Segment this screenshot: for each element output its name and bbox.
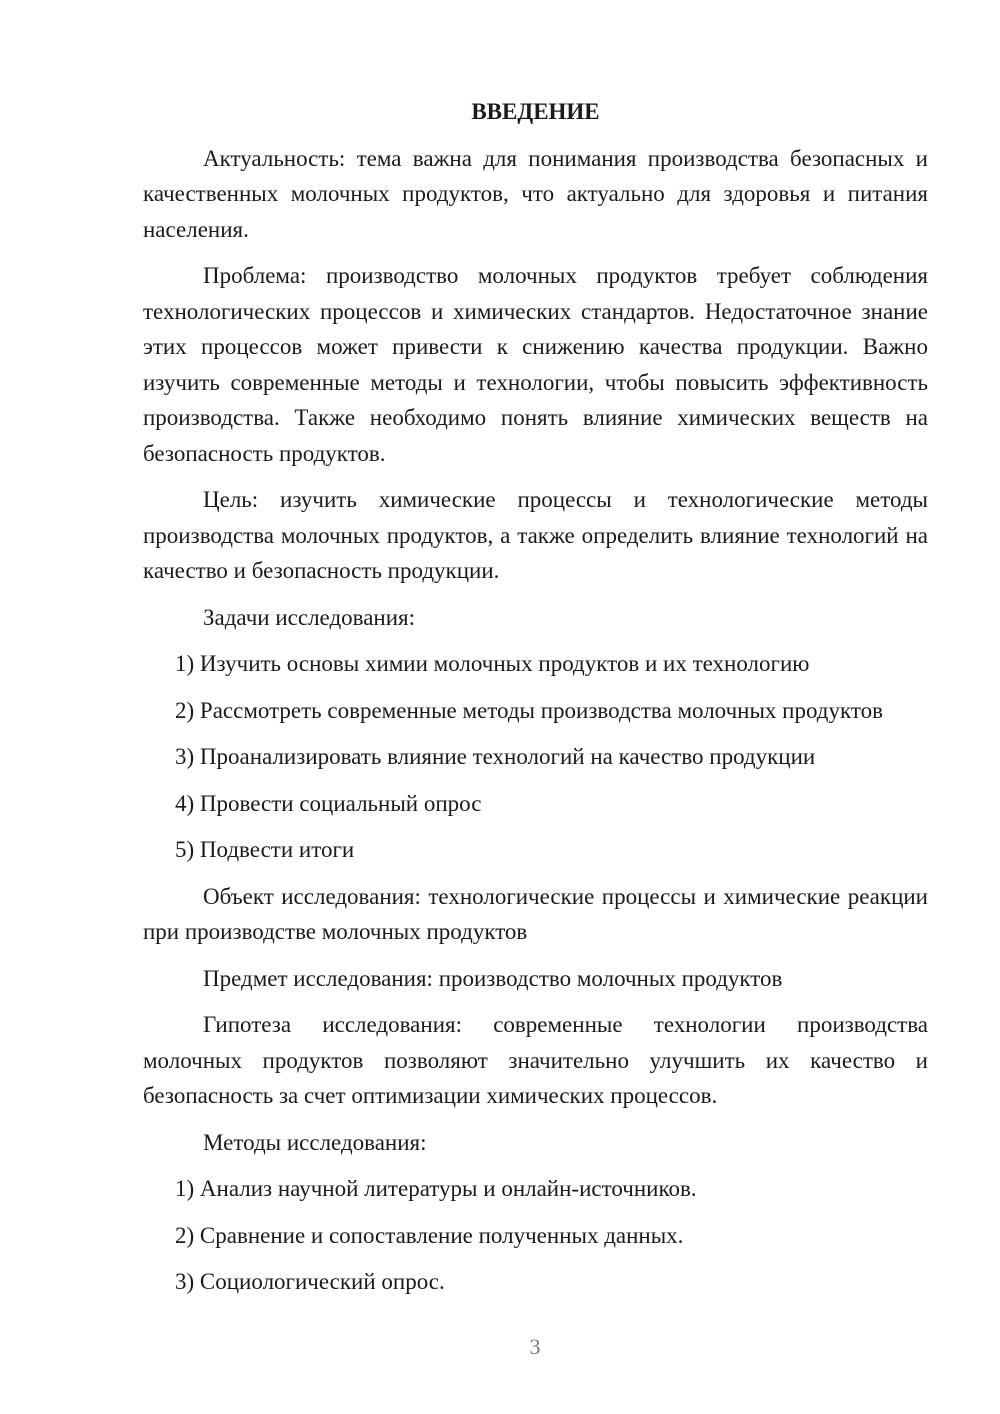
task-item: 5) Подвести итоги <box>175 837 355 862</box>
method-item: 2) Сравнение и сопоставление полученных данных. <box>175 1222 684 1248</box>
page-number: 3 <box>529 1334 541 1359</box>
section-title: ВВЕДЕНИЕ <box>471 99 600 124</box>
method-item: 3) Социологический опрос. <box>175 1269 445 1294</box>
goal-paragraph: Цель: изучить химические процессы и технологические методы производства молочных продуктов, а также определить влияние технологий на качество и безопасность продукции. <box>143 487 928 583</box>
document-body <box>143 94 928 1311</box>
subject-paragraph: Предмет исследования: производство молочных продуктов <box>203 965 783 991</box>
object-paragraph: Объект исследования: технологические процессы и химические реакции при производстве молочных продуктов <box>143 883 928 944</box>
task-item: 2) Рассмотреть современные методы производства молочных продуктов <box>175 697 883 723</box>
tasks-heading: Задачи исследования: <box>203 604 416 630</box>
problem-paragraph: Проблема: производство молочных продуктов требует соблюдения технологических процессов и химических стандартов. Недостаточное знание этих процессов может привести к снижению качества продукции. Важно изучить современные методы и технологии, чтобы повысить эффективность производства. Также необходимо понять влияние химических веществ на безопасность продуктов. <box>143 263 928 466</box>
task-item: 3) Проанализировать влияние технологий на качество продукции <box>175 744 816 769</box>
method-item: 1) Анализ научной литературы и онлайн-источников. <box>175 1176 697 1201</box>
relevance-paragraph: Актуальность: тема важна для понимания производства безопасных и качественных молочных продуктов, что актуально для здоровья и питания населения. <box>143 145 928 242</box>
hypothesis-paragraph: Гипотеза исследования: современные технологии производства молочных продуктов позволяют значительно улучшить их качество и безопасность за счет оптимизации химических процессов. <box>143 1012 928 1108</box>
task-item: 1) Изучить основы химии молочных продуктов и их технологию <box>175 651 810 676</box>
methods-heading: Методы исследования: <box>203 1129 427 1155</box>
task-item: 4) Провести социальный опрос <box>175 790 482 816</box>
